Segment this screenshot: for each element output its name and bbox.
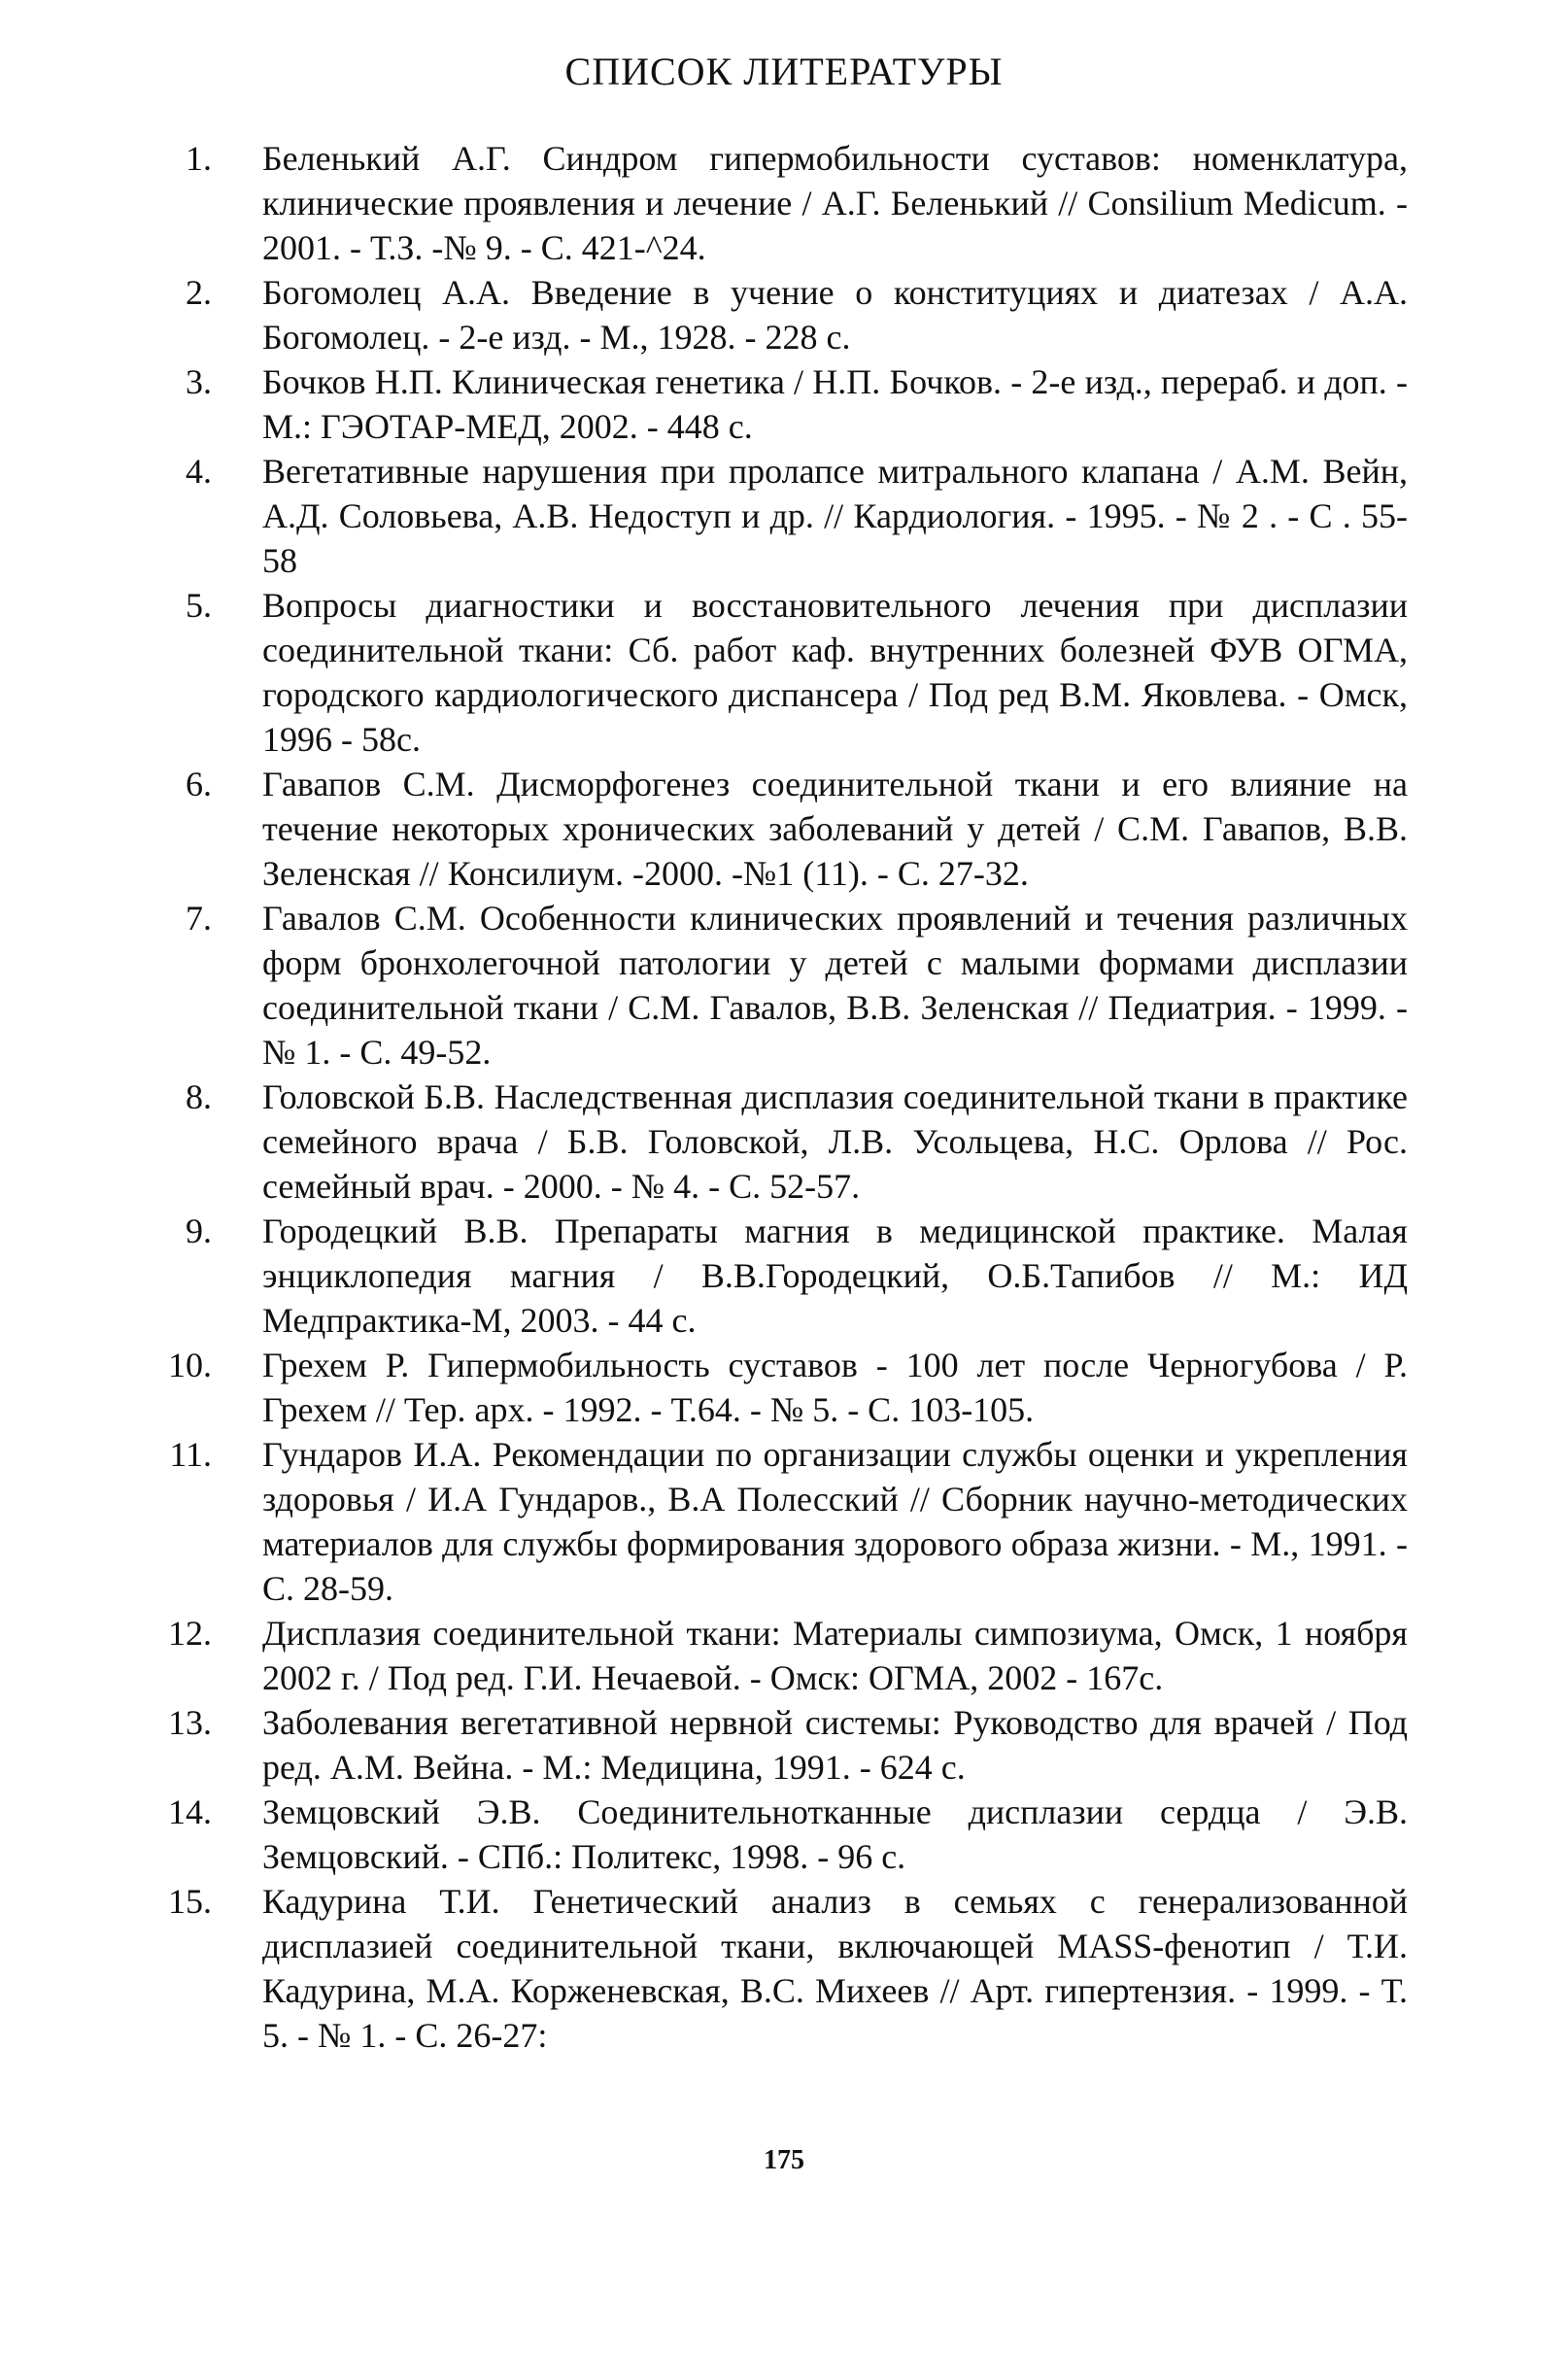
reference-number: 12. xyxy=(168,1614,212,1653)
reference-number: 14. xyxy=(168,1792,212,1831)
reference-text: Богомолец А.А. Введение в учение о конституциях и диатезах / А.А. Богомолец. - 2-е изд. - М., 1928. - 228 с. xyxy=(262,273,1408,357)
reference-text: Городецкий В.В. Препараты магния в медицинской практике. Малая энциклопедия магния / В.В.Городецкий, О.Б.Тапибов // М.: ИД Медпрактика-М, 2003. - 44 с. xyxy=(262,1212,1408,1340)
reference-number: 7. xyxy=(186,899,212,938)
reference-number: 6. xyxy=(186,765,212,803)
reference-text: Гундаров И.А. Рекомендации по организации службы оценки и укрепления здоровья / И.А Гундаров., В.А Полесский // Сборник научно-методических материалов для службы формирования здорового образа жизни. - М., 1991. - С. 28-59. xyxy=(262,1435,1408,1608)
reference-text: Головской Б.В. Наследственная дисплазия соединительной ткани в практике семейного врача / Б.В. Головской, Л.В. Усольцева, Н.С. Орлова // Рос. семейный врач. - 2000. - № 4. - С. 52-57. xyxy=(262,1077,1408,1206)
reference-number: 1. xyxy=(186,139,212,178)
reference-item xyxy=(0,1343,1568,1432)
reference-number: 15. xyxy=(168,1882,212,1921)
reference-text: Гавалов С.М. Особенности клинических проявлений и течения различных форм бронхолегочной патологии у детей с малыми формами дисплазии соединительной ткани / С.М. Гавалов, В.В. Зеленская // Педиатрия. - 1999. - № 1. - С. 49-52. xyxy=(262,899,1408,1072)
reference-text: Кадурина Т.И. Генетический анализ в семьях с генерализованной дисплазией соединительной ткани, включающей MASS-фенотип / Т.И. Кадурина, М.А. Корженевская, В.С. Михеев // Арт. гипертензия. - 1999. - Т. 5. - № 1. - С. 26-27: xyxy=(262,1882,1408,2055)
reference-item xyxy=(0,449,1568,583)
reference-number: 3. xyxy=(186,362,212,401)
reference-text: Беленький А.Г. Синдром гипермобильности суставов: номенклатура, клинические проявления и лечение / А.Г. Беленький // Consilium Medicum. - 2001. - Т.З. -№ 9. - С. 421-^24. xyxy=(262,139,1408,267)
reference-item xyxy=(0,136,1568,270)
reference-item xyxy=(0,1790,1568,1879)
reference-number: 8. xyxy=(186,1077,212,1116)
reference-number: 9. xyxy=(186,1212,212,1250)
reference-item xyxy=(0,1432,1568,1611)
reference-item xyxy=(0,1611,1568,1700)
reference-number: 13. xyxy=(168,1703,212,1742)
reference-item xyxy=(0,1075,1568,1209)
reference-item xyxy=(0,359,1568,449)
reference-item xyxy=(0,583,1568,762)
reference-item xyxy=(0,1209,1568,1343)
page-title: СПИСОК ЛИТЕРАТУРЫ xyxy=(564,50,1004,93)
reference-text: Земцовский Э.В. Соединительнотканные дисплазии сердца / Э.В. Земцовский. - СПб.: Политекс, 1998. - 96 с. xyxy=(262,1792,1408,1876)
reference-number: 5. xyxy=(186,586,212,625)
reference-number: 4. xyxy=(186,452,212,491)
reference-text: Дисплазия соединительной ткани: Материалы симпозиума, Омск, 1 ноября 2002 г. / Под ред. Г.И. Нечаевой. - Омск: ОГМА, 2002 - 167с. xyxy=(262,1614,1408,1697)
reference-number: 2. xyxy=(186,273,212,312)
page-number: 175 xyxy=(764,2145,804,2175)
reference-item xyxy=(0,1879,1568,2058)
reference-list xyxy=(0,136,1568,2058)
reference-item xyxy=(0,270,1568,359)
reference-text: Вопросы диагностики и восстановительного лечения при дисплазии соединительной ткани: Сб. работ каф. внутренних болезней ФУВ ОГМА, городского кардиологического диспансера / Под ред В.М. Яковлева. - Омск, 1996 - 58с. xyxy=(262,586,1408,759)
reference-item xyxy=(0,896,1568,1075)
reference-item xyxy=(0,762,1568,896)
reference-text: Вегетативные нарушения при пролапсе митрального клапана / А.М. Вейн, А.Д. Соловьева, А.В. Недоступ и др. // Кардиология. - 1995. - № 2 . - С . 55-58 xyxy=(262,452,1408,580)
reference-number: 10. xyxy=(168,1346,212,1384)
reference-item xyxy=(0,1700,1568,1790)
reference-text: Гавапов С.М. Дисморфогенез соединительной ткани и его влияние на течение некоторых хронических заболеваний у детей / С.М. Гавапов, В.В. Зеленская // Консилиум. -2000. -№1 (11). - С. 27-32. xyxy=(262,765,1408,893)
reference-number: 11. xyxy=(169,1435,212,1474)
reference-text: Грехем Р. Гипермобильность суставов - 100 лет после Черногубова / Р. Грехем // Тер. арх. - 1992. - Т.64. - № 5. - С. 103-105. xyxy=(262,1346,1408,1429)
reference-text: Заболевания вегетативной нервной системы: Руководство для врачей / Под ред. А.М. Вейна. - М.: Медицина, 1991. - 624 с. xyxy=(262,1703,1408,1787)
reference-text: Бочков Н.П. Клиническая генетика / Н.П. Бочков. - 2-е изд., перераб. и доп. - М.: ГЭОТАР-МЕД, 2002. - 448 с. xyxy=(262,362,1408,446)
